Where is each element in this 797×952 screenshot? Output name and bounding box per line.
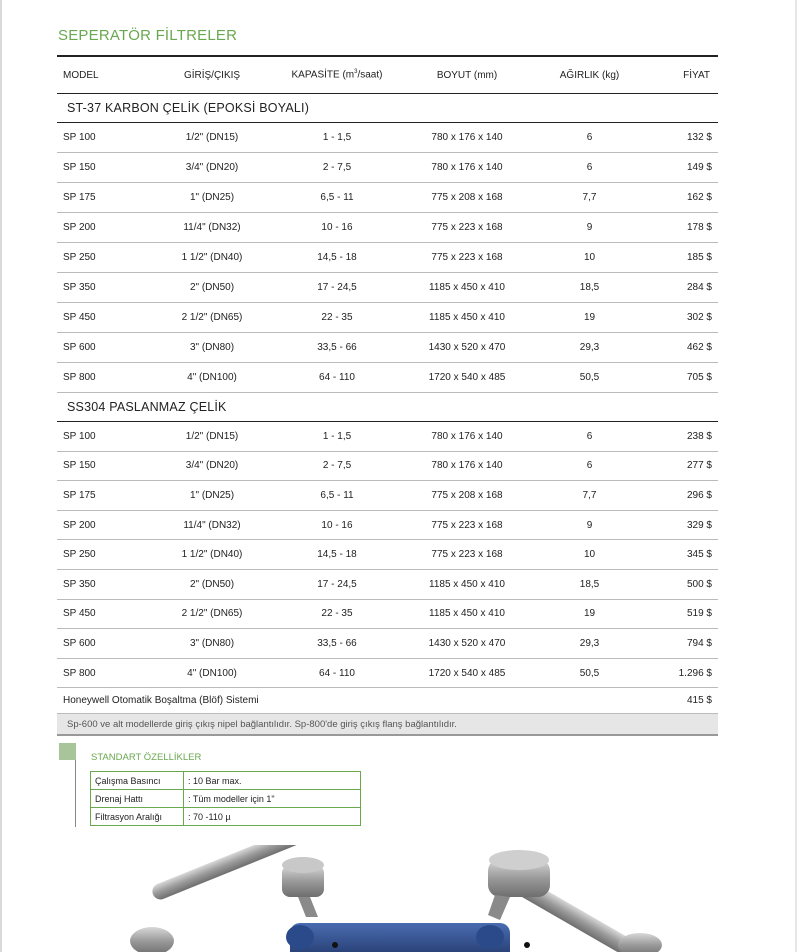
product-photo [0, 845, 797, 952]
cell-agirlik: 6 [586, 132, 593, 143]
spec-key: Çalışma Basıncı [91, 772, 184, 790]
cell-kapasite: 22 - 35 [321, 312, 353, 323]
table-row [57, 183, 718, 213]
cell-agirlik: 50,5 [579, 667, 600, 679]
cell-agirlik: 18,5 [579, 282, 600, 293]
cell-model: SP 150 [63, 162, 96, 173]
cell-fiyat: 132 $ [686, 132, 712, 143]
table-row [57, 481, 718, 511]
cell-boyut: 1185 x 450 x 410 [429, 312, 505, 323]
section-heading: ST-37 KARBON ÇELİK (EPOKSİ BOYALI) [57, 94, 718, 123]
cell-kapasite: 17 - 24,5 [317, 578, 357, 590]
cell-model: SP 150 [63, 460, 96, 472]
page-edge [0, 0, 2, 952]
cell-kapasite: 10 - 16 [321, 519, 353, 531]
table-row [57, 600, 718, 630]
cell-model: SP 175 [63, 192, 96, 203]
cell-kapasite: 6,5 - 11 [320, 192, 354, 203]
cell-fiyat: 277 $ [686, 460, 712, 472]
footnote: Sp-600 ve alt modellerde giriş çıkış nipel bağlantılıdır. Sp-800'de giriş çıkış flanş bağlantılıdır. [57, 714, 718, 736]
cell-kapasite: 1 - 1,5 [322, 430, 352, 442]
cell-giris: 1" (DN25) [189, 192, 235, 203]
table-row [57, 629, 718, 659]
price-table [57, 55, 718, 736]
filter-body [286, 923, 530, 952]
section-marker [59, 743, 76, 760]
cell-giris: 1" (DN25) [189, 489, 235, 501]
section-heading: SS304 PASLANMAZ ÇELİK [57, 393, 718, 422]
right-arm [488, 850, 662, 952]
cell-boyut: 1430 x 520 x 470 [428, 342, 506, 353]
cell-fiyat: 185 $ [686, 252, 712, 263]
table-row [57, 363, 718, 393]
spec-table [90, 771, 361, 826]
cell-kapasite: 22 - 35 [321, 608, 353, 620]
cell-giris: 1/2" (DN15) [185, 430, 239, 442]
cell-agirlik: 10 [583, 549, 596, 561]
cell-model: SP 250 [63, 252, 96, 263]
cell-fiyat: 162 $ [686, 192, 712, 203]
cell-agirlik: 9 [586, 222, 593, 233]
cell-model: SP 800 [63, 667, 96, 679]
cell-model: SP 600 [63, 342, 96, 353]
cell-agirlik: 29,3 [579, 342, 600, 353]
cell-agirlik: 10 [583, 252, 596, 263]
table-row [57, 659, 718, 689]
table-row [57, 570, 718, 600]
cell-agirlik: 19 [583, 608, 596, 620]
cell-kapasite: 64 - 110 [319, 372, 355, 383]
cell-boyut: 1430 x 520 x 470 [428, 637, 506, 649]
spec-row [91, 808, 361, 826]
cell-agirlik: 6 [586, 430, 593, 442]
cell-kapasite: 14,5 - 18 [317, 549, 357, 561]
table-row [57, 333, 718, 363]
cell-model: SP 450 [63, 312, 96, 323]
table-row [57, 153, 718, 183]
cell-agirlik: 19 [583, 312, 596, 323]
cell-kapasite: 1 - 1,5 [322, 132, 352, 143]
cell-agirlik: 6 [586, 460, 593, 472]
cell-giris: 3" (DN80) [189, 637, 235, 649]
cell-kapasite: 10 - 16 [321, 222, 353, 233]
cell-giris: 1/2" (DN15) [185, 132, 239, 143]
table-row [57, 303, 718, 333]
cell-kapasite: 33,5 - 66 [317, 342, 357, 353]
cell-agirlik: 9 [586, 519, 593, 531]
cell-boyut: 1185 x 450 x 410 [429, 282, 505, 293]
cell-kapasite: 14,5 - 18 [317, 252, 357, 263]
cell-fiyat: 345 $ [686, 549, 712, 561]
cell-boyut: 775 x 208 x 168 [431, 192, 503, 203]
cell-giris: 2" (DN50) [189, 282, 235, 293]
extra-row [57, 688, 718, 714]
cell-model: SP 350 [63, 282, 96, 293]
cell-kapasite: 6,5 - 11 [320, 489, 354, 501]
header-kapasite: KAPASİTE $(m^3/saat)$ [291, 69, 383, 81]
header-fiyat: FİYAT [683, 69, 710, 81]
cell-giris: 3" (DN80) [189, 342, 235, 353]
cell-model: SP 175 [63, 489, 96, 501]
table-row [57, 123, 718, 153]
cell-fiyat: 500 $ [686, 578, 712, 590]
cell-model: SP 200 [63, 519, 96, 531]
header-boyut: BOYUT (mm) [436, 69, 498, 81]
table-row [57, 511, 718, 541]
cell-boyut: 780 x 176 x 140 [431, 162, 503, 173]
cell-model: SP 100 [63, 132, 96, 143]
cell-boyut: 1185 x 450 x 410 [429, 608, 505, 620]
cell-fiyat: 1.296 $ [678, 667, 712, 679]
table-row [57, 213, 718, 243]
spec-value: : 70 -110 µ [184, 808, 361, 826]
cell-model: SP 450 [63, 608, 96, 620]
cell-boyut: 775 x 223 x 168 [431, 549, 503, 561]
cell-giris: 2 1/2" (DN65) [181, 608, 243, 620]
table-row [57, 243, 718, 273]
cell-model: SP 100 [63, 430, 96, 442]
cell-boyut: 775 x 223 x 168 [431, 519, 503, 531]
table-row [57, 540, 718, 570]
cell-giris: 2 1/2" (DN65) [181, 312, 243, 323]
table-header [57, 55, 718, 94]
cell-giris: 11/4" (DN32) [183, 222, 241, 233]
cell-model: SP 200 [63, 222, 96, 233]
cell-giris: 1 1/2" (DN40) [181, 252, 243, 263]
cell-agirlik: 7,7 [582, 489, 597, 501]
cell-agirlik: 50,5 [579, 372, 600, 383]
cell-fiyat: 794 $ [686, 637, 712, 649]
page-title: SEPERATÖR FİLTRELER [58, 27, 238, 44]
cell-agirlik: 29,3 [579, 637, 600, 649]
standard-features-title: STANDART ÖZELLİKLER [91, 752, 202, 763]
table-row [57, 422, 718, 452]
header-model: MODEL [63, 69, 99, 81]
header-agirlik: AĞIRLIK (kg) [559, 69, 620, 81]
cell-boyut: 780 x 176 x 140 [431, 132, 503, 143]
cell-fiyat: 302 $ [686, 312, 712, 323]
cell-model: SP 350 [63, 578, 96, 590]
cell-kapasite: 64 - 110 [319, 667, 355, 679]
spec-value: : Tüm modeller için 1" [184, 790, 361, 808]
cell-boyut: 780 x 176 x 140 [431, 430, 503, 442]
cell-fiyat: 178 $ [686, 222, 712, 233]
cell-fiyat: 238 $ [686, 430, 712, 442]
cell-boyut: 775 x 223 x 168 [431, 252, 503, 263]
extra-row-price: 415 $ [686, 695, 712, 707]
cell-model: SP 600 [63, 637, 96, 649]
cell-giris: 3/4" (DN20) [185, 460, 239, 472]
extra-row-label: Honeywell Otomatik Boşaltma (Blöf) Sistemi [63, 695, 259, 707]
table-row [57, 273, 718, 303]
cell-giris: 4" (DN100) [187, 372, 237, 383]
cell-fiyat: 705 $ [686, 372, 712, 383]
cell-model: SP 250 [63, 549, 96, 561]
cell-kapasite: 33,5 - 66 [317, 637, 357, 649]
cell-agirlik: 7,7 [582, 192, 597, 203]
cell-giris: 1 1/2" (DN40) [181, 549, 243, 561]
cell-agirlik: 6 [586, 162, 593, 173]
cell-agirlik: 18,5 [579, 578, 600, 590]
cell-fiyat: 296 $ [686, 489, 712, 501]
cell-boyut: 780 x 176 x 140 [431, 460, 503, 472]
cell-fiyat: 329 $ [686, 519, 712, 531]
spec-key: Filtrasyon Aralığı [91, 808, 184, 826]
cell-kapasite: 2 - 7,5 [322, 162, 352, 173]
cell-giris: 11/4" (DN32) [183, 519, 241, 531]
cell-giris: 4" (DN100) [187, 667, 237, 679]
cell-kapasite: 2 - 7,5 [322, 460, 352, 472]
spec-row [91, 790, 361, 808]
cell-fiyat: 284 $ [686, 282, 712, 293]
cell-boyut: 1720 x 540 x 485 [428, 667, 506, 679]
spec-row [91, 772, 361, 790]
cell-boyut: 775 x 223 x 168 [431, 222, 503, 233]
cell-fiyat: 149 $ [686, 162, 712, 173]
cell-giris: 3/4" (DN20) [185, 162, 239, 173]
spec-key: Drenaj Hattı [91, 790, 184, 808]
cell-fiyat: 519 $ [686, 608, 712, 620]
cell-boyut: 775 x 208 x 168 [431, 489, 503, 501]
cell-kapasite: 17 - 24,5 [317, 282, 357, 293]
table-row [57, 452, 718, 482]
divider [75, 760, 76, 827]
cell-model: SP 800 [63, 372, 96, 383]
header-giris: GİRİŞ/ÇIKIŞ [183, 69, 241, 81]
cell-boyut: 1720 x 540 x 485 [428, 372, 506, 383]
cell-boyut: 1185 x 450 x 410 [429, 578, 505, 590]
cell-fiyat: 462 $ [686, 342, 712, 353]
cell-giris: 2" (DN50) [189, 578, 235, 590]
spec-value: : 10 Bar max. [184, 772, 361, 790]
